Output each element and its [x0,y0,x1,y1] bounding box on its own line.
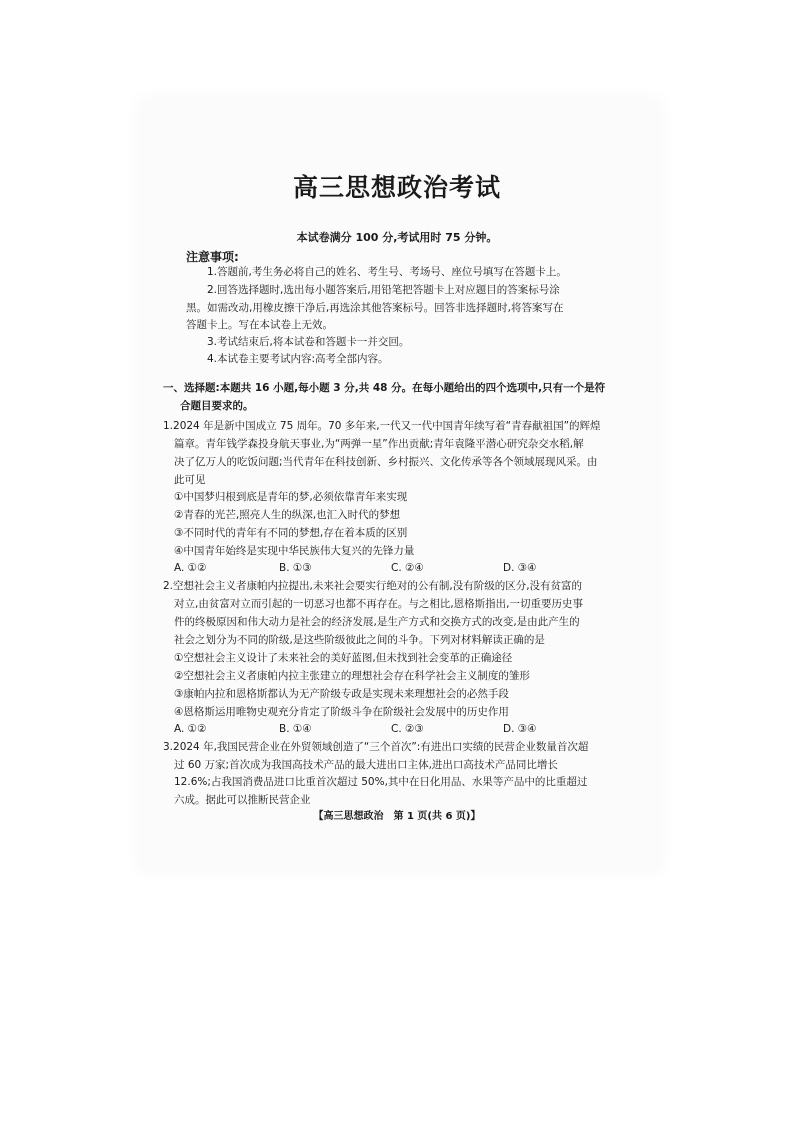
section-heading-cont: 合题目要求的。 [180,400,254,412]
notice-line: 1.答题前,考生务必将自己的姓名、考生号、考场号、座位号填写在答题卡上。 [207,266,567,278]
notice-line: 答题卡上。写在本试卷上无效。 [186,319,333,331]
notice-heading: 注意事项: [186,250,239,264]
option-a: A. ①② [174,562,207,574]
question-1-stem: 1.2024 年是新中国成立 75 周年。70 多年来,一代又一代中国青年续写着“青春献祖国”的辉煌 [163,420,601,432]
page-footer: 【高三思想政治 第 1 页(共 6 页)】 [313,811,481,822]
question-1-item: ①中国梦归根到底是青年的梦,必须依靠青年来实现 [174,491,408,503]
question-1-item: ③不同时代的青年有不同的梦想,存在着本质的区别 [174,527,408,539]
question-1-stem: 篇章。青年钱学森投身航天事业,为“两弹一星”作出贡献;青年袁隆平潜心研究杂交水稻,解 [174,438,584,450]
question-2-stem: 件的终极原因和伟大动力是社会的经济发展,是生产方式和交换方式的改变,是由此产生的 [174,616,580,628]
page-title: 高三思想政治考试 [292,173,501,202]
option-c: C. ②④ [391,562,424,574]
notice-line: 4.本试卷主要考试内容:高考全部内容。 [207,353,389,365]
section-heading: 一、选择题:本题共 16 小题,每小题 3 分,共 48 分。在每小题给出的四个选项中,只有一个是符 [163,382,606,394]
notice-line: 2.回答选择题时,选出每小题答案后,用铅笔把答题卡上对应题目的答案标号涂 [207,284,560,296]
question-2-stem: 2.空想社会主义者康帕内拉提出,未来社会要实行绝对的公有制,没有阶级的区分,没有贫富的 [163,580,583,592]
exam-page [140,100,660,870]
question-2-item: ②空想社会主义者康帕内拉主张建立的理想社会存在科学社会主义制度的雏形 [174,670,530,682]
question-3-stem: 3.2024 年,我国民营企业在外贸领域创造了“三个首次”:有进出口实绩的民营企业数量首次超 [163,741,589,753]
question-1-options [174,561,634,575]
question-1-item: ④中国青年始终是实现中华民族伟大复兴的先锋力量 [174,545,415,557]
option-b: B. ①③ [279,562,312,574]
question-1-item: ②青春的光芒,照亮人生的纵深,也汇入时代的梦想 [174,509,401,521]
option-c: C. ②③ [391,723,424,735]
question-3-stem: 过 60 万家;首次成为我国高技术产品的最大进出口主体,进出口高技术产品同比增长 [174,759,558,771]
question-2-item: ①空想社会主义设计了未来社会的美好蓝图,但未找到社会变革的正确途径 [174,652,513,664]
question-3-stem: 12.6%;占我国消费品进口比重首次超过 50%,其中在日化用品、水果等产品中的比重超过 [174,776,588,788]
option-d: D. ③④ [503,723,537,735]
option-b: B. ①④ [279,723,312,735]
question-2-item: ③康帕内拉和恩格斯都认为无产阶级专政是实现未来理想社会的必然手段 [174,688,509,700]
question-2-stem: 社会之划分为不同的阶级,是这些阶级彼此之间的斗争。下列对材料解读正确的是 [174,634,545,646]
exam-info: 本试卷满分 100 分,考试用时 75 分钟。 [296,231,498,244]
notice-line: 3.考试结束后,将本试卷和答题卡一并交回。 [207,336,410,348]
question-2-options [174,722,634,736]
question-2-item: ④恩格斯运用唯物史观充分肯定了阶级斗争在阶级社会发展中的历史作用 [174,706,509,718]
option-a: A. ①② [174,723,207,735]
option-d: D. ③④ [503,562,537,574]
question-1-stem: 此可见 [174,474,206,486]
question-2-stem: 对立,由贫富对立而引起的一切恶习也都不再存在。与之相比,恩格斯指出,一切重要历史事 [174,598,584,610]
question-3-stem: 六成。据此可以推断民营企业 [174,794,311,806]
question-1-stem: 决了亿万人的吃饭问题;当代青年在科技创新、乡村振兴、文化传承等各个领域展现风采。由 [174,456,598,468]
notice-line: 黑。如需改动,用橡皮擦干净后,再选涂其他答案标号。回答非选择题时,将答案写在 [186,302,564,314]
